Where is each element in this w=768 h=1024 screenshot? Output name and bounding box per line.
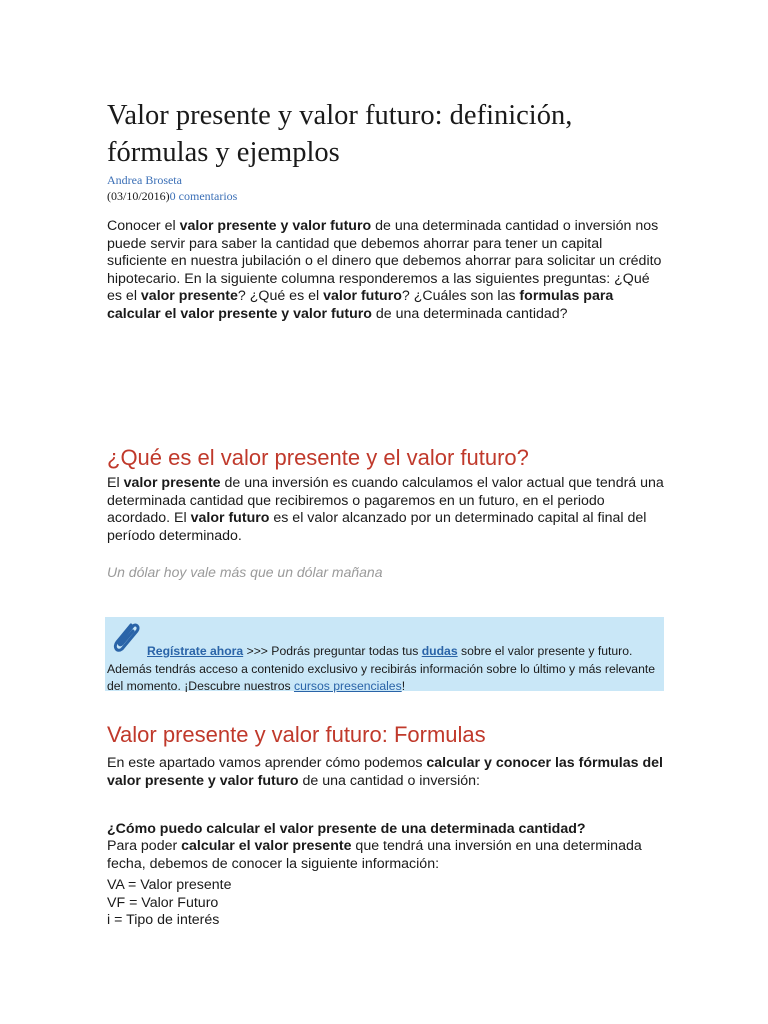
bold-run: calcular y conocer las fórmulas del valor presente y valor futuro [107,755,663,789]
callout-text [107,643,659,696]
bold-run: valor presente y valor futuro [179,218,372,234]
bold-run: valor futuro [323,288,402,304]
definition-item: VA = Valor presente [107,877,232,893]
section-heading-formulas: Valor presente y valor futuro: Formulas [107,722,486,747]
bold-run: calcular el valor presente [181,838,352,854]
bold-run: formulas para calcular el valor presente y valor futuro [107,288,614,322]
text-run: de una determinada cantidad o inversión nos puede servir para saber la cantidad que debemos ahorrar para tener un capital suficiente en nuestra jubilación o el dinero que debemos ahorrar para solicitar un crédito hipotecario. En la siguiente columna responderemos a las siguientes preguntas: ¿Qué es el [107,218,662,304]
question-heading: ¿Cómo puedo calcular el valor presente de una determinada cantidad? [107,821,586,837]
pull-quote: Un dólar hoy vale más que un dólar mañana [107,564,383,580]
text-run: que tendrá una inversión en una determinada fecha, debemos de conocer la siguiente información: [107,838,642,872]
text-run: de una inversión es cuando calculamos el valor actual que tendrá una determinada cantidad que recibiremos o pagaremos en un futuro, en el periodo acordado. El [107,475,664,526]
intro-paragraph [107,218,662,323]
text-run: de una determinada cantidad? [371,305,568,322]
register-link[interactable]: Regístrate ahora [147,644,244,658]
formulas-intro-paragraph [107,755,667,790]
definition-item: VF = Valor Futuro [107,894,219,911]
text-run: sobre el valor presente y futuro. Además tendrás acceso a contenido exclusivo y recibirás información sobre lo último y más relevante del momento. ¡Descubre nuestros [107,644,656,693]
definition-item: i = Tipo de interés [107,912,220,928]
bold-run: valor futuro [190,510,270,526]
publish-date: (03/10/2016) [107,189,170,203]
text-run: El [107,475,124,491]
register-callout [105,617,664,691]
text-run: ? ¿Qué es el [237,288,324,304]
text-run: Conocer el [107,218,180,234]
bold-run: valor presente [123,475,221,491]
dateline [107,188,237,204]
article-title: Valor presente y valor futuro: definición, fórmulas y ejemplos [107,100,573,168]
text-run: es el valor alcanzado por un determinado capital al final del período determinado. [107,510,647,544]
comments-link[interactable]: 0 comentarios [169,189,238,203]
definition-list [107,877,231,930]
bold-run: valor presente [140,288,238,304]
answer-paragraph [107,838,647,873]
author-link[interactable]: Andrea Broseta [107,173,182,187]
text-run: ? ¿Cuáles son las [401,288,520,304]
definition-paragraph [107,475,667,545]
courses-link[interactable]: cursos presenciales [293,679,402,693]
doubts-link[interactable]: dudas [421,644,458,658]
text-run: En este apartado vamos aprender cómo podemos [107,755,427,771]
text-run: Para poder [107,838,182,854]
text-run: >>> Podrás preguntar todas tus [243,644,422,658]
text-run: ! [401,679,406,693]
text-run: de una cantidad o inversión: [298,772,481,789]
section-heading-definition: ¿Qué es el valor presente y el valor futuro? [107,445,529,470]
